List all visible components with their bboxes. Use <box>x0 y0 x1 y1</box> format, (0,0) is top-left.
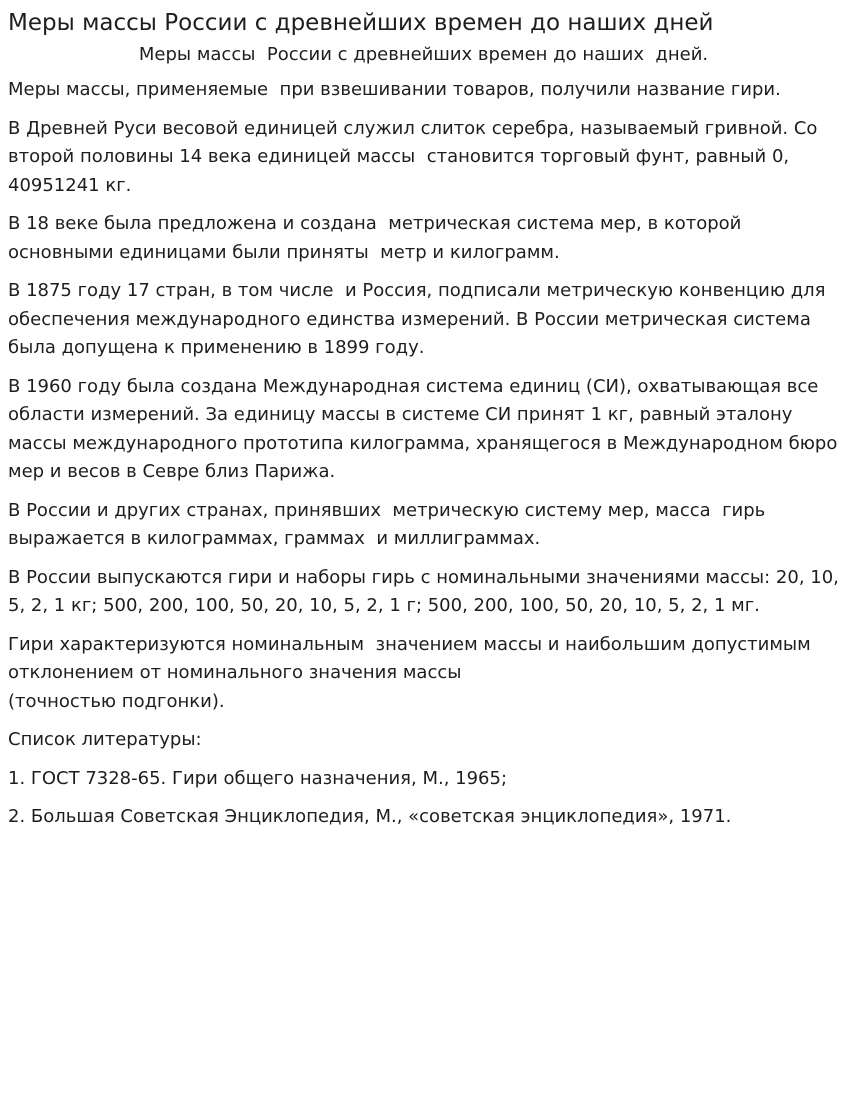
paragraph-mass-units: В России и других странах, принявших метрическую систему мер, масса гирь выражается в килограммах, граммах и миллиграммах. <box>8 499 772 549</box>
paragraph-metric-system: В 18 веке была предложена и создана метрическая система мер, в которой основными единицами были приняты метр и килограмм. <box>8 213 748 263</box>
paragraph-weight-accuracy: Гири характеризуются номинальным значением массы и наибольшим допустимым отклонением от номинального значения массы (точностью подгонки). <box>8 633 811 712</box>
paragraph-ancient-rus: В Древней Руси весовой единицей служил слиток серебра, называемый гривной. Со второй половины 14 века единицей массы становится торговый фунт, равный 0, 40951241 кг. <box>8 117 824 196</box>
paragraph-si-system: В 1960 году была создана Международная система единиц (СИ), охватывающая все области измерений. За единицу массы в системе СИ принят 1 кг, равный эталону массы международного прототипа килограмма, хранящегося в Международном бюро мер и весов в Севре близ Парижа. <box>8 375 844 482</box>
page-title: Меры массы России с древнейших времен до наших дней <box>8 10 714 36</box>
reference-item: 1. ГОСТ 7328-65. Гири общего назначения, М., 1965; <box>8 767 508 789</box>
paragraph-weight-sets: В России выпускаются гири и наборы гирь с номинальными значениями массы: 20, 10, 5, 2, 1 кг; 500, 200, 100, 50, 20, 10, 5, 2, 1 г; 500, 200, 100, 50, 20, 10, 5, 2, 1 мг. <box>8 566 845 616</box>
paragraph-weights-name: Меры массы, применяемые при взвешивании товаров, получили название гири. <box>8 79 781 100</box>
references-heading: Список литературы: <box>8 729 202 750</box>
reference-item: 2. Большая Советская Энциклопедия, М., «советская энциклопедия», 1971. <box>8 806 732 827</box>
paragraph-metric-convention: В 1875 году 17 стран, в том числе и Россия, подписали метрическую конвенцию для обеспечения международного единства измерений. В России метрическая система была допущена к применению в 1899 году. <box>8 280 832 358</box>
document-subtitle: Меры массы России с древнейших времен до наших дней. <box>138 44 709 65</box>
